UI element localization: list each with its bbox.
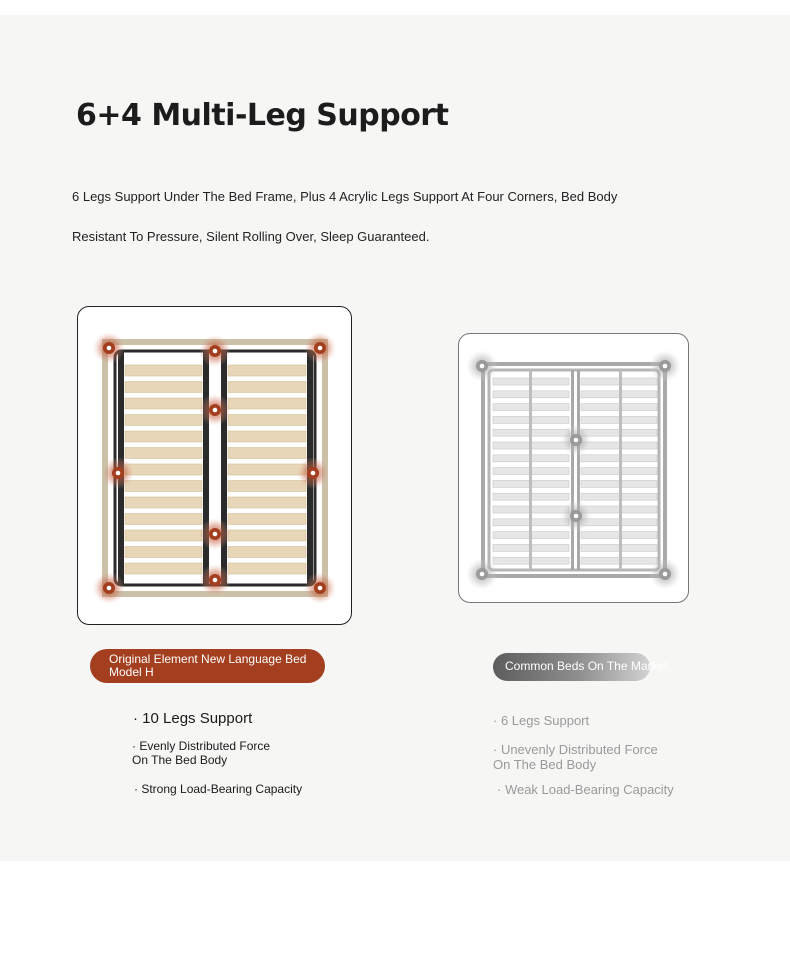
support-leg-center: [574, 514, 579, 519]
support-leg-center: [107, 586, 112, 591]
left-feature-capacity: · Strong Load-Bearing Capacity: [134, 782, 303, 796]
support-leg-center: [116, 471, 121, 476]
left-feature-force: · Evenly Distributed Force On The Bed Body: [132, 739, 271, 767]
support-leg-center: [213, 349, 218, 354]
bed-slat: [228, 547, 306, 558]
support-leg-center: [480, 364, 485, 369]
support-leg-center: [318, 586, 323, 591]
bed-slat: [228, 431, 306, 442]
support-leg-center: [213, 408, 218, 413]
bed-slat: [125, 497, 202, 508]
support-leg-center: [480, 572, 485, 577]
bed-slat: [125, 398, 202, 409]
support-leg-center: [663, 364, 668, 369]
bed-slat: [125, 431, 202, 442]
bed-slat: [125, 481, 202, 492]
description-line-1: 6 Legs Support Under The Bed Frame, Plus 4 Acrylic Legs Support At Four Corners, Bed Body: [72, 189, 618, 204]
description-line-2: Resistant To Pressure, Silent Rolling Over, Sleep Guaranteed.: [72, 229, 430, 244]
bed-slat: [125, 382, 202, 393]
right-bed-frame-card: [458, 333, 689, 603]
bed-slat: [125, 464, 202, 475]
right-bed-frame-illustration: [459, 334, 688, 602]
bed-slat: [228, 563, 306, 574]
bed-slat: [125, 530, 202, 541]
right-feature-force: · Unevenly Distributed Force On The Bed Body: [493, 742, 658, 772]
bed-slat: [228, 382, 306, 393]
left-feature-legs: · 10 Legs Support: [133, 710, 253, 727]
bed-slat: [228, 365, 306, 376]
support-leg-center: [213, 578, 218, 583]
bed-slat: [228, 448, 306, 459]
bed-slat: [125, 448, 202, 459]
right-feature-legs: · 6 Legs Support: [493, 713, 590, 728]
bed-slat: [125, 547, 202, 558]
support-leg-center: [574, 438, 579, 443]
support-leg-center: [311, 471, 316, 476]
right-feature-capacity: · Weak Load-Bearing Capacity: [497, 782, 674, 797]
right-product-badge: Common Beds On The Market: [493, 653, 650, 681]
left-bed-frame-card: [77, 306, 352, 625]
support-leg-center: [213, 532, 218, 537]
bed-slat: [228, 497, 306, 508]
page-title: 6+4 Multi-Leg Support: [76, 98, 449, 133]
bed-slat: [228, 464, 306, 475]
bed-slat: [228, 530, 306, 541]
support-leg-center: [107, 346, 112, 351]
bed-slat: [228, 398, 306, 409]
support-leg-center: [318, 346, 323, 351]
left-bed-frame-illustration: [78, 307, 351, 624]
bed-slat: [228, 415, 306, 426]
bed-slat: [125, 514, 202, 525]
bed-slat: [125, 563, 202, 574]
support-leg-center: [663, 572, 668, 577]
bed-slat: [228, 481, 306, 492]
bed-slat: [125, 415, 202, 426]
bed-slat: [125, 365, 202, 376]
bed-slat: [228, 514, 306, 525]
left-product-badge: Original Element New Language Bed Model H: [90, 649, 325, 683]
